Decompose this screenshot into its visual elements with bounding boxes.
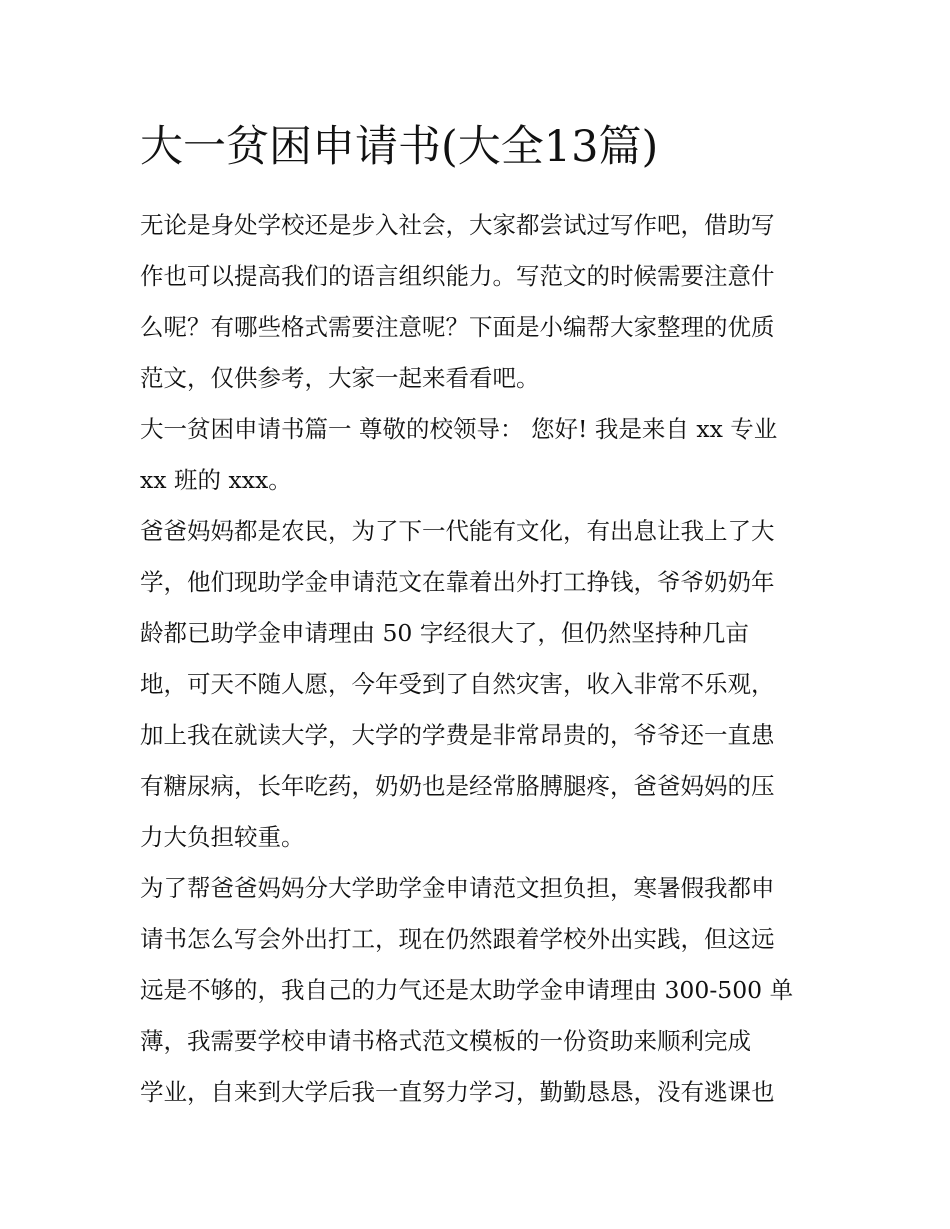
paragraph-line: 远是不够的，我自己的力气还是太助学金申请理由 300-500 单 bbox=[140, 976, 794, 1004]
paragraph-line: 无论是身处学校还是步入社会，大家都尝试过写作吧，借助写 bbox=[140, 211, 775, 239]
paragraph-line: 学业，自来到大学后我一直努力学习，勤勤恳恳，没有逃课也 bbox=[140, 1078, 775, 1106]
paragraph-line: 加上我在就读大学，大学的学费是非常昂贵的，爷爷还一直患 bbox=[140, 721, 775, 749]
paragraph-line: 请书怎么写会外出打工，现在仍然跟着学校外出实践，但这远 bbox=[140, 925, 775, 953]
paragraph-line: 地，可天不随人愿，今年受到了自然灾害，收入非常不乐观， bbox=[140, 670, 775, 698]
paragraph-line: 学，他们现助学金申请范文在靠着出外打工挣钱，爷爷奶奶年 bbox=[140, 568, 775, 596]
paragraph-line: xx 班的 xxx。 bbox=[140, 466, 292, 494]
paragraph-line: 作也可以提高我们的语言组织能力。写范文的时候需要注意什 bbox=[140, 262, 775, 290]
paragraph-line: 么呢？有哪些格式需要注意呢？下面是小编帮大家整理的优质 bbox=[140, 313, 775, 341]
paragraph-line: 有糖尿病，长年吃药，奶奶也是经常胳膊腿疼，爸爸妈妈的压 bbox=[140, 772, 775, 800]
paragraph-line: 范文，仅供参考，大家一起来看看吧。 bbox=[140, 364, 540, 392]
paragraph-line: 爸爸妈妈都是农民，为了下一代能有文化，有出息让我上了大 bbox=[140, 517, 775, 545]
paragraph-line: 薄，我需要学校申请书格式范文模板的一份资助来顺利完成 bbox=[140, 1027, 751, 1055]
page-title: 大一贫困申请书(大全13篇) bbox=[140, 122, 659, 172]
paragraph-line: 龄都已助学金申请理由 50 字经很大了，但仍然坚持种几亩 bbox=[140, 619, 749, 647]
document-body bbox=[140, 200, 820, 1118]
paragraph-line: 为了帮爸爸妈妈分大学助学金申请范文担负担，寒暑假我都申 bbox=[140, 874, 775, 902]
paragraph-line: 力大负担较重。 bbox=[140, 823, 305, 851]
paragraph-line: 大一贫困申请书篇一 尊敬的校领导： 您好! 我是来自 xx 专业 bbox=[140, 415, 778, 443]
